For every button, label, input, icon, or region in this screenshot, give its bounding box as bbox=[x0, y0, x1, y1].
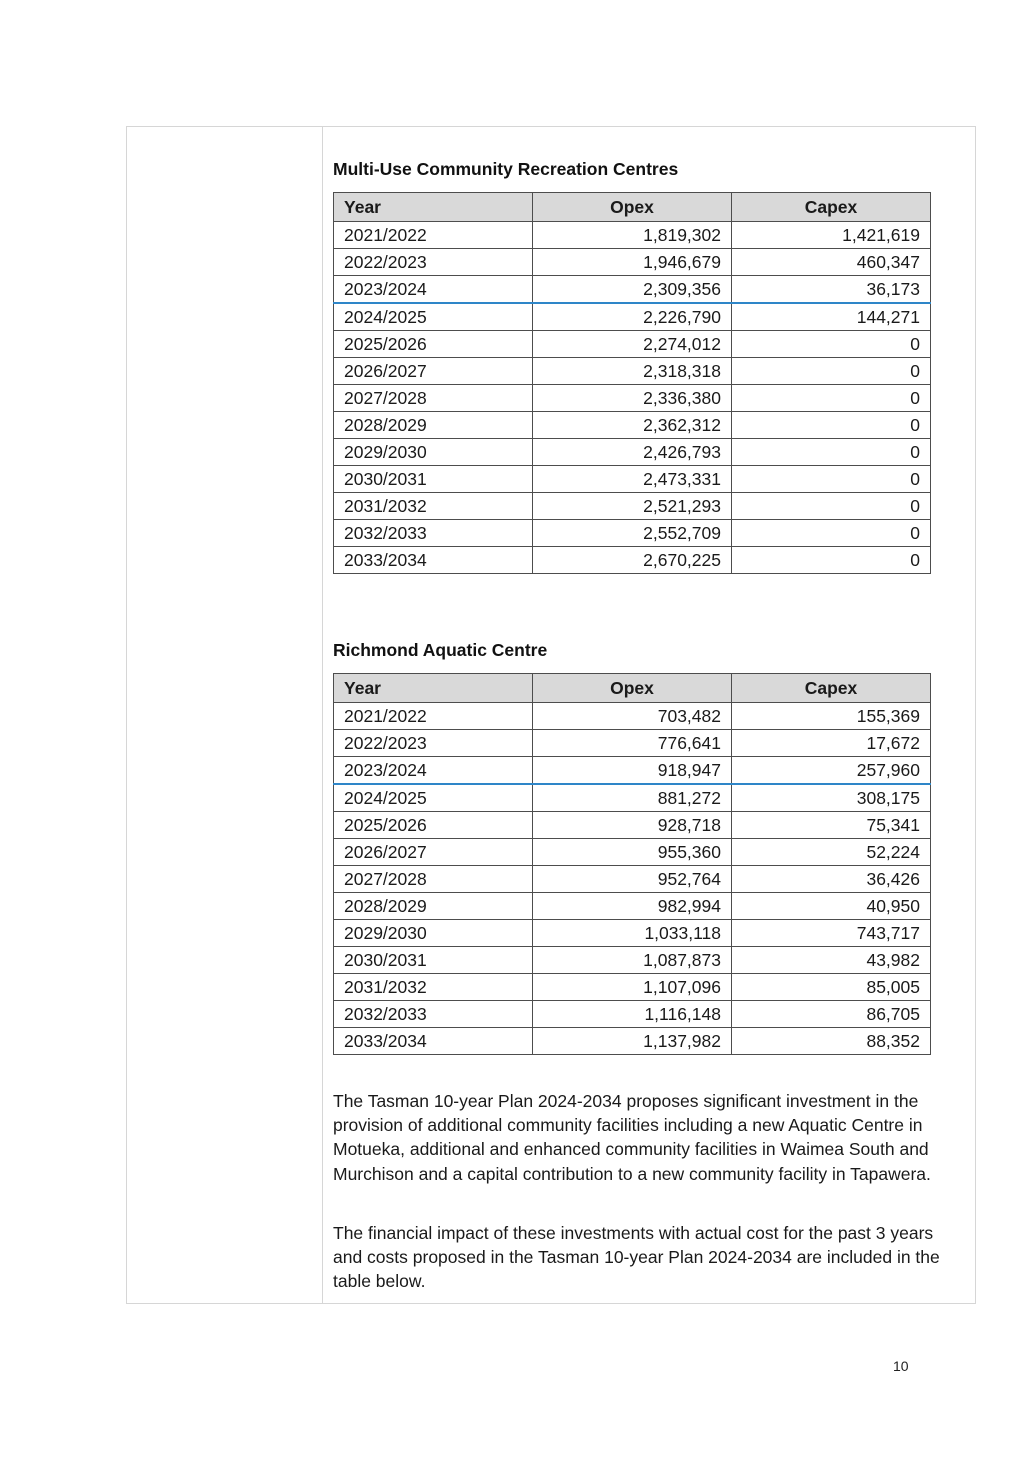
cell-opex: 2,670,225 bbox=[533, 547, 732, 574]
column-divider bbox=[322, 126, 323, 1304]
table-row bbox=[334, 520, 931, 547]
table-title-aquatic-centre: Richmond Aquatic Centre bbox=[333, 640, 548, 660]
cell-capex: 1,421,619 bbox=[732, 222, 931, 249]
page-number: 10 bbox=[893, 1358, 909, 1374]
cell-opex: 982,994 bbox=[533, 893, 732, 920]
cell-opex: 1,107,096 bbox=[533, 974, 732, 1001]
cell-opex: 918,947 bbox=[533, 757, 732, 785]
table-row bbox=[334, 757, 931, 785]
table-row bbox=[334, 276, 931, 304]
table-row bbox=[334, 866, 931, 893]
header-capex: Capex bbox=[732, 674, 931, 703]
cell-year: 2021/2022 bbox=[334, 222, 533, 249]
cell-year: 2025/2026 bbox=[334, 812, 533, 839]
cell-capex: 0 bbox=[732, 358, 931, 385]
cell-year: 2031/2032 bbox=[334, 974, 533, 1001]
table-header-row bbox=[334, 674, 931, 703]
cell-opex: 776,641 bbox=[533, 730, 732, 757]
cell-year: 2024/2025 bbox=[334, 303, 533, 331]
paragraph-investment: The Tasman 10-year Plan 2024-2034 proposes significant investment in the provision of additional community facilities including a new Aquatic Centre in Motueka, additional and enhanced community facilities in Waimea South and Murchison and a capital contribution to a new community facility in Tapawera. bbox=[333, 1091, 931, 1184]
cell-capex: 85,005 bbox=[732, 974, 931, 1001]
cell-year: 2027/2028 bbox=[334, 385, 533, 412]
cell-year: 2022/2023 bbox=[334, 730, 533, 757]
cell-capex: 144,271 bbox=[732, 303, 931, 331]
cell-year: 2025/2026 bbox=[334, 331, 533, 358]
cell-year: 2032/2033 bbox=[334, 1001, 533, 1028]
cell-capex: 155,369 bbox=[732, 703, 931, 730]
cell-opex: 928,718 bbox=[533, 812, 732, 839]
table-row bbox=[334, 303, 931, 331]
table-row bbox=[334, 947, 931, 974]
cell-year: 2030/2031 bbox=[334, 466, 533, 493]
cell-year: 2026/2027 bbox=[334, 839, 533, 866]
table-row bbox=[334, 439, 931, 466]
cell-opex: 2,362,312 bbox=[533, 412, 732, 439]
cell-capex: 308,175 bbox=[732, 784, 931, 812]
cell-capex: 0 bbox=[732, 385, 931, 412]
table-header-row bbox=[334, 193, 931, 222]
cell-year: 2023/2024 bbox=[334, 757, 533, 785]
cell-opex: 2,473,331 bbox=[533, 466, 732, 493]
table-row bbox=[334, 249, 931, 276]
cell-opex: 2,226,790 bbox=[533, 303, 732, 331]
table-row bbox=[334, 974, 931, 1001]
cell-opex: 881,272 bbox=[533, 784, 732, 812]
cell-capex: 0 bbox=[732, 439, 931, 466]
table-row bbox=[334, 893, 931, 920]
header-capex: Capex bbox=[732, 193, 931, 222]
cell-capex: 88,352 bbox=[732, 1028, 931, 1055]
cell-year: 2021/2022 bbox=[334, 703, 533, 730]
cell-opex: 2,274,012 bbox=[533, 331, 732, 358]
cell-capex: 0 bbox=[732, 466, 931, 493]
cell-capex: 52,224 bbox=[732, 839, 931, 866]
table-title-recreation-centres: Multi-Use Community Recreation Centres bbox=[333, 159, 679, 179]
cell-capex: 743,717 bbox=[732, 920, 931, 947]
cell-opex: 2,521,293 bbox=[533, 493, 732, 520]
cell-capex: 257,960 bbox=[732, 757, 931, 785]
table-row bbox=[334, 385, 931, 412]
table-row bbox=[334, 839, 931, 866]
table-row bbox=[334, 1001, 931, 1028]
cell-opex: 2,336,380 bbox=[533, 385, 732, 412]
table-row bbox=[334, 1028, 931, 1055]
table-recreation-centres bbox=[333, 192, 931, 574]
table-row bbox=[334, 222, 931, 249]
cell-opex: 2,309,356 bbox=[533, 276, 732, 304]
cell-year: 2022/2023 bbox=[334, 249, 533, 276]
cell-capex: 0 bbox=[732, 331, 931, 358]
cell-opex: 955,360 bbox=[533, 839, 732, 866]
table-row bbox=[334, 493, 931, 520]
cell-capex: 0 bbox=[732, 547, 931, 574]
cell-opex: 1,137,982 bbox=[533, 1028, 732, 1055]
cell-year: 2033/2034 bbox=[334, 547, 533, 574]
cell-opex: 1,087,873 bbox=[533, 947, 732, 974]
table-row bbox=[334, 784, 931, 812]
table-row bbox=[334, 358, 931, 385]
cell-capex: 17,672 bbox=[732, 730, 931, 757]
table-aquatic-centre bbox=[333, 673, 931, 1055]
cell-capex: 0 bbox=[732, 412, 931, 439]
table-row bbox=[334, 703, 931, 730]
cell-year: 2026/2027 bbox=[334, 358, 533, 385]
cell-capex: 36,173 bbox=[732, 276, 931, 304]
cell-opex: 2,552,709 bbox=[533, 520, 732, 547]
cell-opex: 1,819,302 bbox=[533, 222, 732, 249]
cell-opex: 2,318,318 bbox=[533, 358, 732, 385]
table-row bbox=[334, 331, 931, 358]
table-row bbox=[334, 412, 931, 439]
cell-year: 2030/2031 bbox=[334, 947, 533, 974]
cell-year: 2031/2032 bbox=[334, 493, 533, 520]
cell-capex: 75,341 bbox=[732, 812, 931, 839]
cell-year: 2027/2028 bbox=[334, 866, 533, 893]
cell-capex: 36,426 bbox=[732, 866, 931, 893]
cell-opex: 952,764 bbox=[533, 866, 732, 893]
paragraph-financial-impact: The financial impact of these investments with actual cost for the past 3 years and costs proposed in the Tasman 10-year Plan 2024-2034 are included in the table below. bbox=[333, 1223, 940, 1292]
cell-year: 2033/2034 bbox=[334, 1028, 533, 1055]
table-row bbox=[334, 730, 931, 757]
cell-opex: 1,946,679 bbox=[533, 249, 732, 276]
table-row bbox=[334, 812, 931, 839]
cell-capex: 0 bbox=[732, 493, 931, 520]
cell-capex: 40,950 bbox=[732, 893, 931, 920]
header-year: Year bbox=[334, 674, 533, 703]
cell-capex: 0 bbox=[732, 520, 931, 547]
cell-capex: 43,982 bbox=[732, 947, 931, 974]
header-year: Year bbox=[334, 193, 533, 222]
cell-opex: 2,426,793 bbox=[533, 439, 732, 466]
cell-year: 2023/2024 bbox=[334, 276, 533, 304]
cell-opex: 703,482 bbox=[533, 703, 732, 730]
cell-capex: 460,347 bbox=[732, 249, 931, 276]
cell-capex: 86,705 bbox=[732, 1001, 931, 1028]
header-opex: Opex bbox=[533, 193, 732, 222]
table-row bbox=[334, 466, 931, 493]
cell-year: 2028/2029 bbox=[334, 893, 533, 920]
cell-opex: 1,033,118 bbox=[533, 920, 732, 947]
table-row bbox=[334, 920, 931, 947]
cell-year: 2029/2030 bbox=[334, 439, 533, 466]
header-opex: Opex bbox=[533, 674, 732, 703]
cell-year: 2028/2029 bbox=[334, 412, 533, 439]
cell-year: 2032/2033 bbox=[334, 520, 533, 547]
table-row bbox=[334, 547, 931, 574]
cell-year: 2029/2030 bbox=[334, 920, 533, 947]
cell-opex: 1,116,148 bbox=[533, 1001, 732, 1028]
cell-year: 2024/2025 bbox=[334, 784, 533, 812]
